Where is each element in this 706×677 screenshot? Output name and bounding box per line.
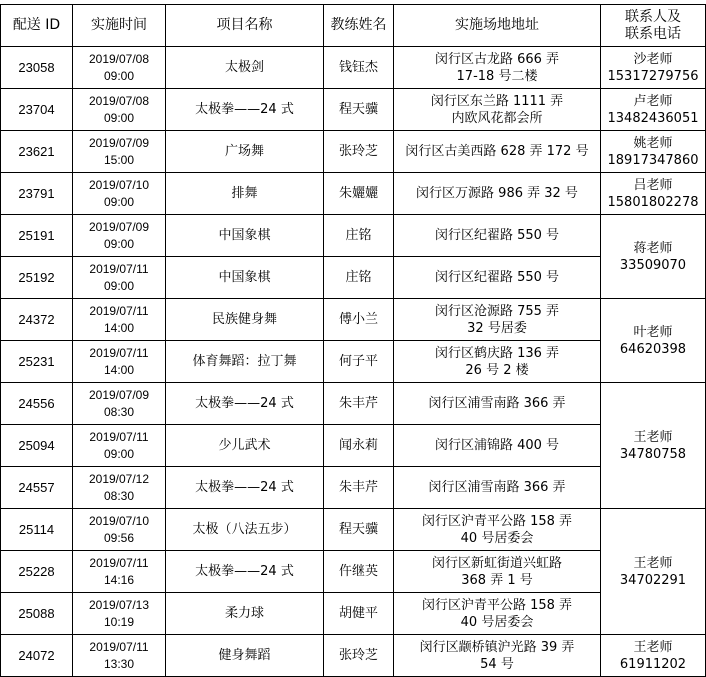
header-row (1, 5, 706, 47)
cell-id: 23704 (1, 89, 73, 131)
header-id: 配送 ID (1, 5, 73, 47)
header-contact (601, 5, 706, 47)
cell-date: 2019/07/09 (88, 219, 150, 234)
cell-id: 25094 (1, 425, 73, 467)
cell-hour: 14:00 (103, 320, 135, 335)
cell-contact (601, 47, 706, 89)
contact-phone: 34780758 (619, 446, 687, 462)
cell-address (394, 509, 601, 551)
cell-time (73, 131, 166, 173)
cell-project: 体育舞蹈：拉丁舞 (166, 341, 324, 383)
cell-time (73, 173, 166, 215)
cell-coach: 闻永莉 (324, 425, 394, 467)
cell-date: 2019/07/12 (88, 471, 150, 486)
cell-address-line1: 闵行区浦雪南路 366 弄 (428, 396, 566, 411)
cell-date: 2019/07/11 (89, 303, 149, 318)
cell-hour: 08:30 (103, 404, 135, 419)
cell-project: 少儿武术 (166, 425, 324, 467)
cell-coach: 朱丰芹 (324, 383, 394, 425)
cell-contact (601, 89, 706, 131)
cell-address (394, 47, 601, 89)
cell-address-line2: 368 弄 1 号 (461, 572, 533, 588)
cell-address (394, 635, 601, 677)
cell-project: 太极拳——24 式 (166, 467, 324, 509)
header-contact-line2: 联系电话 (625, 25, 681, 42)
cell-hour: 08:30 (103, 488, 135, 503)
contact-phone: 64620398 (619, 341, 687, 357)
cell-address-line2: 32 号居委 (467, 320, 527, 336)
cell-project: 太极（八法五步） (166, 509, 324, 551)
contact-phone: 13482436051 (607, 110, 699, 126)
table-row (1, 89, 706, 131)
cell-address (394, 257, 601, 299)
cell-address (394, 467, 601, 509)
cell-id: 23058 (1, 47, 73, 89)
cell-address-line1: 闵行区浦锦路 400 号 (434, 438, 560, 453)
cell-time (73, 257, 166, 299)
cell-hour: 09:56 (103, 530, 135, 545)
cell-project: 健身舞蹈 (166, 635, 324, 677)
contact-phone: 61911202 (619, 656, 687, 672)
cell-hour: 14:16 (103, 572, 135, 587)
cell-address-line2: 内欧风花都会所 (451, 110, 543, 126)
cell-hour: 15:00 (103, 152, 135, 167)
cell-address-line1: 闵行区古龙路 666 弄 (434, 51, 560, 67)
table-row (1, 467, 706, 509)
table-row (1, 173, 706, 215)
contact-name: 蒋老师 (633, 240, 673, 256)
cell-hour: 09:00 (103, 278, 135, 293)
schedule-table-container (0, 4, 706, 677)
table-row (1, 215, 706, 257)
cell-coach: 朱丰芹 (324, 467, 394, 509)
header-project: 项目名称 (166, 5, 324, 47)
cell-date: 2019/07/10 (88, 177, 150, 192)
cell-address (394, 89, 601, 131)
contact-name: 王老师 (633, 639, 673, 655)
cell-hour: 10:19 (103, 614, 135, 629)
cell-coach: 胡健平 (324, 593, 394, 635)
cell-id: 24372 (1, 299, 73, 341)
cell-date: 2019/07/08 (88, 93, 150, 108)
cell-address (394, 425, 601, 467)
cell-time (73, 47, 166, 89)
cell-contact (601, 383, 706, 509)
cell-address (394, 131, 601, 173)
cell-project: 中国象棋 (166, 257, 324, 299)
table-row (1, 299, 706, 341)
cell-address-line1: 闵行区浦雪南路 366 弄 (428, 480, 566, 495)
cell-address-line1: 闵行区新虹街道兴虹路 (431, 555, 562, 571)
cell-time (73, 593, 166, 635)
header-address: 实施场地地址 (394, 5, 601, 47)
cell-address (394, 173, 601, 215)
cell-project: 太极剑 (166, 47, 324, 89)
table-row (1, 47, 706, 89)
cell-contact (601, 299, 706, 383)
schedule-table (0, 4, 706, 677)
table-row (1, 635, 706, 677)
cell-date: 2019/07/11 (89, 555, 149, 570)
table-row (1, 425, 706, 467)
cell-hour: 09:00 (103, 68, 135, 83)
cell-hour: 09:00 (103, 194, 135, 209)
cell-project: 太极拳——24 式 (166, 383, 324, 425)
cell-time (73, 635, 166, 677)
cell-time (73, 341, 166, 383)
cell-address (394, 551, 601, 593)
contact-phone: 15801802278 (607, 194, 699, 210)
cell-address-line1: 闵行区纪翟路 550 号 (434, 270, 560, 285)
header-contact-line1: 联系人及 (625, 8, 681, 25)
contact-name: 叶老师 (633, 324, 673, 340)
cell-id: 25231 (1, 341, 73, 383)
contact-name: 王老师 (633, 429, 673, 445)
cell-id: 23621 (1, 131, 73, 173)
cell-contact (601, 215, 706, 299)
cell-project: 太极拳——24 式 (166, 89, 324, 131)
cell-contact (601, 509, 706, 635)
contact-name: 卢老师 (633, 93, 673, 109)
cell-coach: 程天骥 (324, 89, 394, 131)
contact-phone: 18917347860 (607, 152, 699, 168)
cell-address-line1: 闵行区颛桥镇沪光路 39 弄 (419, 639, 575, 655)
cell-time (73, 509, 166, 551)
cell-address (394, 299, 601, 341)
cell-time (73, 551, 166, 593)
contact-name: 王老师 (633, 555, 673, 571)
cell-address (394, 593, 601, 635)
table-row (1, 257, 706, 299)
cell-date: 2019/07/09 (88, 135, 150, 150)
cell-coach: 傅小兰 (324, 299, 394, 341)
cell-id: 24072 (1, 635, 73, 677)
header-coach: 教练姓名 (324, 5, 394, 47)
cell-date: 2019/07/08 (88, 51, 150, 66)
cell-contact (601, 173, 706, 215)
cell-date: 2019/07/11 (89, 429, 149, 444)
cell-address-line1: 闵行区沪青平公路 158 弄 (421, 513, 573, 529)
cell-time (73, 89, 166, 131)
cell-address-line2: 54 号 (480, 656, 514, 672)
cell-id: 24556 (1, 383, 73, 425)
cell-address-line1: 闵行区东兰路 1111 弄 (430, 93, 564, 109)
cell-address (394, 383, 601, 425)
cell-project: 广场舞 (166, 131, 324, 173)
cell-coach: 何子平 (324, 341, 394, 383)
cell-coach: 张玲芝 (324, 635, 394, 677)
cell-time (73, 425, 166, 467)
table-row (1, 383, 706, 425)
header-time: 实施时间 (73, 5, 166, 47)
cell-id: 25191 (1, 215, 73, 257)
cell-coach: 张玲芝 (324, 131, 394, 173)
cell-date: 2019/07/11 (89, 261, 149, 276)
cell-id: 25114 (1, 509, 73, 551)
cell-address (394, 341, 601, 383)
table-row (1, 341, 706, 383)
cell-coach: 程天骥 (324, 509, 394, 551)
cell-id: 25088 (1, 593, 73, 635)
contact-phone: 34702291 (619, 572, 687, 588)
cell-address-line2: 26 号 2 楼 (465, 362, 529, 378)
cell-address-line1: 闵行区纪翟路 550 号 (434, 228, 560, 243)
cell-address-line2: 40 号居委会 (460, 614, 534, 630)
cell-date: 2019/07/13 (88, 597, 150, 612)
cell-coach: 仵继英 (324, 551, 394, 593)
cell-coach: 庄铭 (324, 257, 394, 299)
contact-name: 吕老师 (633, 177, 673, 193)
table-body (1, 47, 706, 677)
contact-phone: 15317279756 (607, 68, 699, 84)
cell-address-line2: 40 号居委会 (460, 530, 534, 546)
cell-time (73, 467, 166, 509)
cell-address-line1: 闵行区万源路 986 弄 32 号 (416, 186, 578, 201)
table-row (1, 509, 706, 551)
cell-date: 2019/07/11 (89, 639, 149, 654)
contact-phone: 33509070 (619, 257, 687, 273)
cell-project: 排舞 (166, 173, 324, 215)
cell-hour: 09:00 (103, 446, 135, 461)
cell-contact (601, 131, 706, 173)
cell-address (394, 215, 601, 257)
cell-date: 2019/07/11 (89, 345, 149, 360)
cell-project: 中国象棋 (166, 215, 324, 257)
cell-time (73, 383, 166, 425)
cell-id: 24557 (1, 467, 73, 509)
cell-address-line1: 闵行区沪青平公路 158 弄 (421, 597, 573, 613)
cell-hour: 09:00 (103, 236, 135, 251)
table-row (1, 131, 706, 173)
cell-address-line1: 闵行区古美西路 628 弄 172 号 (405, 144, 589, 159)
contact-name: 姚老师 (633, 135, 673, 151)
cell-time (73, 215, 166, 257)
cell-id: 25192 (1, 257, 73, 299)
cell-id: 25228 (1, 551, 73, 593)
cell-project: 民族健身舞 (166, 299, 324, 341)
cell-date: 2019/07/09 (88, 387, 150, 402)
cell-coach: 钱钰杰 (324, 47, 394, 89)
cell-date: 2019/07/10 (88, 513, 150, 528)
cell-time (73, 299, 166, 341)
cell-address-line1: 闵行区沧源路 755 弄 (434, 303, 560, 319)
cell-hour: 13:30 (103, 656, 135, 671)
cell-address-line1: 闵行区鹤庆路 136 弄 (434, 345, 560, 361)
cell-hour: 14:00 (103, 362, 135, 377)
cell-id: 23791 (1, 173, 73, 215)
cell-project: 太极拳——24 式 (166, 551, 324, 593)
cell-project: 柔力球 (166, 593, 324, 635)
cell-hour: 09:00 (103, 110, 135, 125)
table-row (1, 551, 706, 593)
table-row (1, 593, 706, 635)
cell-coach: 庄铭 (324, 215, 394, 257)
cell-address-line2: 17-18 号二楼 (456, 68, 538, 84)
cell-contact (601, 635, 706, 677)
contact-name: 沙老师 (633, 51, 673, 67)
cell-coach: 朱孋孋 (324, 173, 394, 215)
